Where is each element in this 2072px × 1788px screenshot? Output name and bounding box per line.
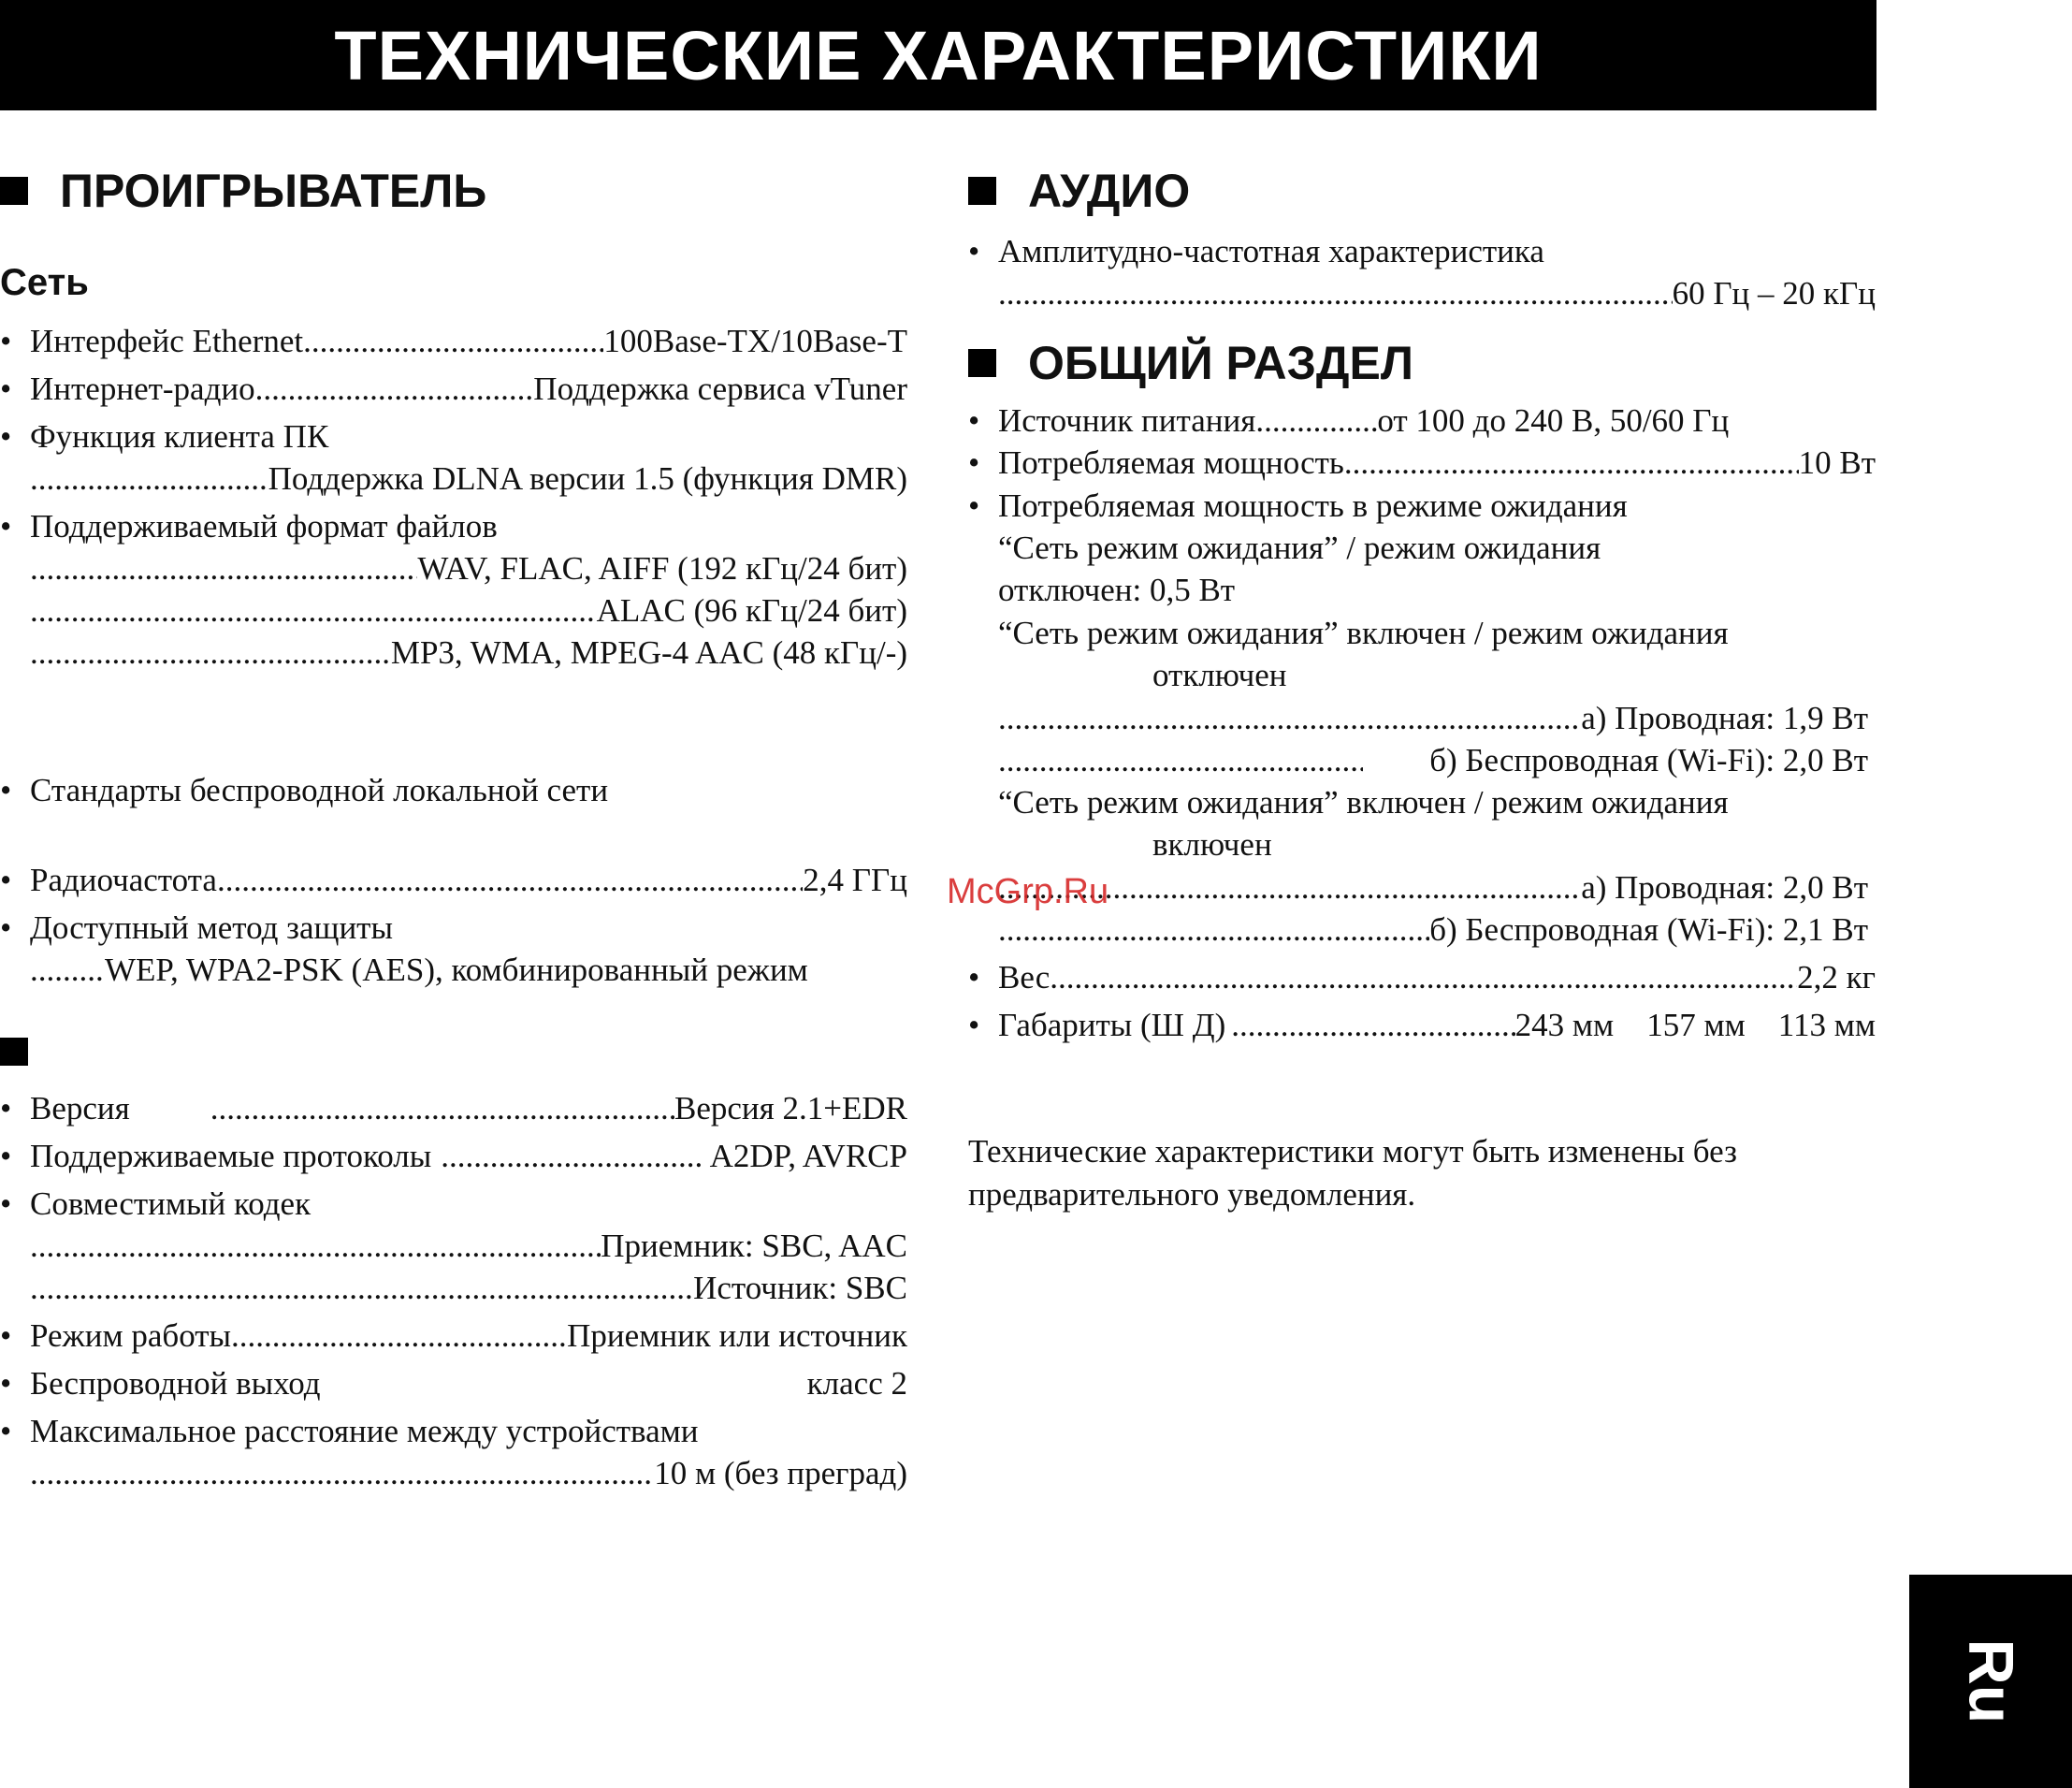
section-heading-player: ПРОИГРЫВАТЕЛЬ bbox=[0, 163, 486, 219]
spec-radio-frequency: • Радиочастота ..... 2,4 ГГц bbox=[0, 859, 907, 901]
spec-bt-codec-label: • Совместимый кодек bbox=[0, 1185, 312, 1222]
page-title: ТЕХНИЧЕСКИЕ ХАРАКТЕРИСТИКИ bbox=[334, 16, 1543, 94]
spec-ethernet: • Интерфейс Ethernet ..... 100Base-TX/10Base-T bbox=[0, 320, 907, 362]
spec-wireless-2: ..... б) Беспроводная (Wi-Fi): 2,1 Вт bbox=[968, 909, 1868, 951]
spec-freq-response-label: • Амплитудно-частотная характеристика bbox=[968, 233, 1544, 269]
spec-format-3: ..... MP3, WMA, MPEG-4 AAC (48 кГц/-) bbox=[0, 632, 907, 674]
spec-pc-client-label: • Функция клиента ПК bbox=[0, 418, 329, 455]
spec-format-2: ..... ALAC (96 кГц/24 бит) bbox=[0, 589, 907, 632]
spec-wired-2: ..... а) Проводная: 2,0 Вт bbox=[968, 866, 1868, 909]
spec-bt-mode: • Режим работы ..... Приемник или источник bbox=[0, 1315, 907, 1357]
spec-wireless-1: ..... б) Беспроводная (Wi-Fi): 2,0 Вт bbox=[968, 739, 1868, 781]
spec-standby-on-on-1: “Сеть режим ожидания” включен / режим ожидания bbox=[998, 784, 1729, 821]
spec-bt-codec-2: ..... Источник: SBC bbox=[0, 1267, 907, 1309]
spec-security-value: ..... WEP, WPA2-PSK (AES), комбинированный режим bbox=[0, 949, 907, 991]
spec-dimensions: • Габариты (Ш Д) ..... 243 мм 157 мм 113 мм bbox=[968, 1004, 1876, 1046]
spec-bt-distance-value: ..... 10 м (без преград) bbox=[0, 1452, 907, 1494]
spec-bt-output: • Беспроводной выход класс 2 bbox=[0, 1365, 907, 1402]
spec-formats-label: • Поддерживаемый формат файлов bbox=[0, 508, 498, 545]
square-bullet-icon bbox=[968, 177, 996, 205]
square-bullet-icon bbox=[0, 1038, 28, 1066]
watermark-text: McGrp.Ru bbox=[947, 872, 1109, 911]
spec-standby-off-1: “Сеть режим ожидания” / режим ожидания bbox=[998, 530, 1601, 566]
spec-internet-radio: • Интернет-радио ..... Поддержка сервиса vTuner bbox=[0, 368, 907, 410]
spec-standby-on-on-2: включен bbox=[1152, 826, 1272, 863]
section-heading-general: ОБЩИЙ РАЗДЕЛ bbox=[968, 335, 1413, 391]
spec-power-supply: • Источник питания ..... от 100 до 240 В, 50/60 Гц bbox=[968, 400, 1876, 442]
spec-standby-on-off-2: отключен bbox=[1152, 657, 1287, 693]
square-bullet-icon bbox=[968, 349, 996, 377]
spec-power-consumption: • Потребляемая мощность ..... 10 Вт bbox=[968, 442, 1876, 484]
spec-standby-on-off-1: “Сеть режим ожидания” включен / режим ожидания bbox=[998, 615, 1729, 651]
spec-wlan-standards: • Стандарты беспроводной локальной сети bbox=[0, 772, 609, 808]
spec-bt-version: • Версия ..... Версия 2.1+EDR bbox=[0, 1087, 907, 1129]
square-bullet-icon bbox=[0, 177, 28, 205]
section-heading-audio: АУДИО bbox=[968, 163, 1190, 219]
spec-bt-codec-1: ..... Приемник: SBC, AAC bbox=[0, 1225, 907, 1267]
spec-standby-off-2: отключен: 0,5 Вт bbox=[998, 572, 1236, 608]
language-tab: Ru bbox=[1909, 1575, 2072, 1788]
spec-weight: • Вес ..... 2,2 кг bbox=[968, 956, 1876, 998]
spec-bt-protocols: • Поддерживаемые протоколы ..... A2DP, AVRCP bbox=[0, 1135, 907, 1177]
spec-freq-response-value: ..... 60 Гц – 20 кГц bbox=[968, 272, 1876, 314]
section-heading-bluetooth bbox=[0, 1024, 60, 1080]
title-banner bbox=[0, 0, 1876, 110]
spec-bt-distance-label: • Максимальное расстояние между устройствами bbox=[0, 1413, 699, 1449]
spec-format-1: ..... WAV, FLAC, AIFF (192 кГц/24 бит) bbox=[0, 547, 907, 589]
spec-standby-label: • Потребляемая мощность в режиме ожидания bbox=[968, 487, 1628, 524]
subheading-network: Сеть bbox=[0, 262, 89, 303]
disclaimer-note: Технические характеристики могут быть изменены без предварительного уведомления. bbox=[968, 1133, 1737, 1213]
spec-pc-client-value: ..... Поддержка DLNA версии 1.5 (функция DMR) bbox=[0, 458, 907, 500]
spec-security-label: • Доступный метод защиты bbox=[0, 909, 393, 946]
spec-wired-1: ..... а) Проводная: 1,9 Вт bbox=[968, 697, 1868, 739]
